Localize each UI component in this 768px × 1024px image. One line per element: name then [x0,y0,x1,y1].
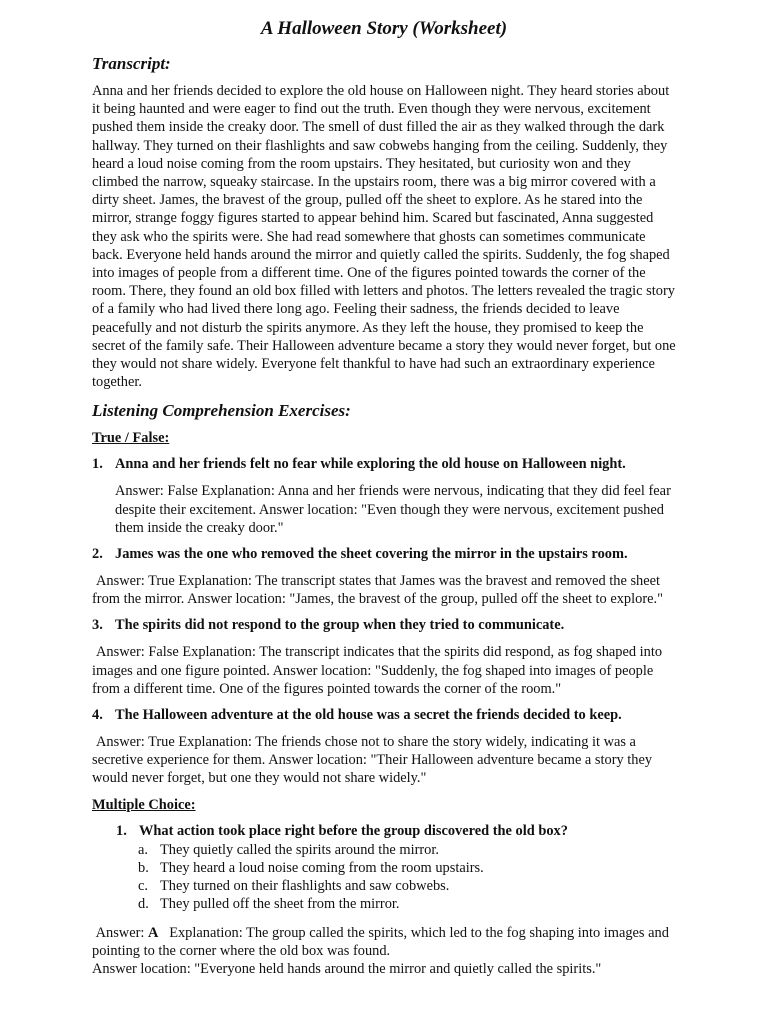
tf-answer-4: Answer: True Explanation: The friends chose not to share the story widely, indicating it was a secretive experience for them. Answer location: "Their Halloween adventure became a story they would never forget, but one they would not share widely." [92,734,653,787]
transcript-paragraph: Anna and her friends decided to explore the old house on Halloween night. They heard stories about it being haunted and were eager to find out the truth. Even though they were nervous, excitement pushed them inside the creaky door. The smell of dust filled the air as they walked through the dark hallway. They turned on their flashlights and saw cobwebs hanging from the ceiling. Suddenly, they heard a loud noise coming from the room upstairs. They hesitated, but curiosity won and they climbed the narrow, squeaky staircase. In the upstairs room, there was a big mirror covered with a dirty sheet. James, the bravest of the group, pulled off the sheet to explore. As he stared into the mirror, strange foggy figures started to appear behind him. Scared but fascinated, Anna suggested they ask who the spirits were. She had read somewhere that ghosts can sometimes communicate back. Everyone held hands around the mirror and quietly called the spirits. Suddenly, the fog shaped into images of people from a different time. One of the figures pointed towards the corner of the room. There, they found an old box filled with letters and photos. The letters revealed the tragic story of a family who had lived there long ago. Feeling their sadness, the friends decided to leave peacefully and not disturb the spirits anymore. As they left the house, they promised to keep the secret of the family safe. Their Halloween adventure became a story they would never forget, but one they would not share widely. Everyone felt thankful to have had such an extraordinary experience together. [92,83,676,391]
mc-option-text: They quietly called the spirits around the mirror. [160,841,439,858]
tf-question-number: 2. [92,546,103,563]
mc-answer-explanation: Explanation: The group called the spirits, which led to the fog shaping into images and pointing to the corner where the old box was found. [92,924,669,959]
tf-question-number: 1. [92,456,103,473]
multiple-choice-heading: Multiple Choice: [92,796,196,813]
mc-question-number: 1. [116,822,127,839]
tf-question-text: The spirits did not respond to the group when they tried to communicate. [115,617,565,634]
mc-option-a [138,841,676,859]
mc-question-1 [116,822,676,840]
tf-answer-1: Answer: False Explanation: Anna and her friends were nervous, indicating that they did feel fear despite their excitement. Answer location: "Even though they were nervous, excitement pushed them inside the creaky door." [115,483,671,536]
tf-question-3 [92,616,676,634]
tf-question-text: Anna and her friends felt no fear while exploring the old house on Halloween night. [115,456,626,473]
mc-option-letter: d. [138,896,149,913]
mc-option-letter: c. [138,878,148,895]
tf-question-number: 3. [92,617,103,634]
exercises-heading: Listening Comprehension Exercises: [92,401,351,421]
mc-option-letter: a. [138,841,148,858]
mc-question-text: What action took place right before the group discovered the old box? [139,822,568,839]
mc-option-text: They turned on their flashlights and saw cobwebs. [160,878,450,895]
mc-answer-label: Answer: [95,924,145,941]
tf-question-4 [92,706,676,724]
mc-option-text: They heard a loud noise coming from the room upstairs. [160,859,484,876]
true-false-heading: True / False: [92,430,170,447]
tf-question-2 [92,545,676,563]
tf-question-text: The Halloween adventure at the old house was a secret the friends decided to keep. [115,707,622,724]
tf-answer-2: Answer: True Explanation: The transcript states that James was the bravest and removed the sheet from the mirror. Answer location: "James, the bravest of the group, pulled off the sheet to explore." [92,573,663,608]
mc-option-letter: b. [138,859,149,876]
mc-answer-location: Answer location: "Everyone held hands around the mirror and quietly called the spirits." [92,960,602,977]
mc-answer-letter: A [147,924,159,941]
mc-options-list [138,841,676,914]
tf-question-text: James was the one who removed the sheet covering the mirror in the upstairs room. [115,546,628,563]
tf-question-1 [92,455,676,473]
mc-option-b [138,859,676,877]
mc-option-c [138,877,676,895]
mc-option-text: They pulled off the sheet from the mirror. [160,896,400,913]
tf-answer-3: Answer: False Explanation: The transcript indicates that the spirits did respond, as fog shaped into images and one figure pointed. Answer location: "Suddenly, the fog shaped into images of people from a different time. One of the figures pointed towards the corner of the room." [92,644,663,697]
mc-option-d [138,895,676,913]
transcript-heading: Transcript: [92,54,171,73]
mc-answer-1 [92,924,676,979]
tf-question-number: 4. [92,707,103,724]
page-title: A Halloween Story (Worksheet) [260,18,508,39]
